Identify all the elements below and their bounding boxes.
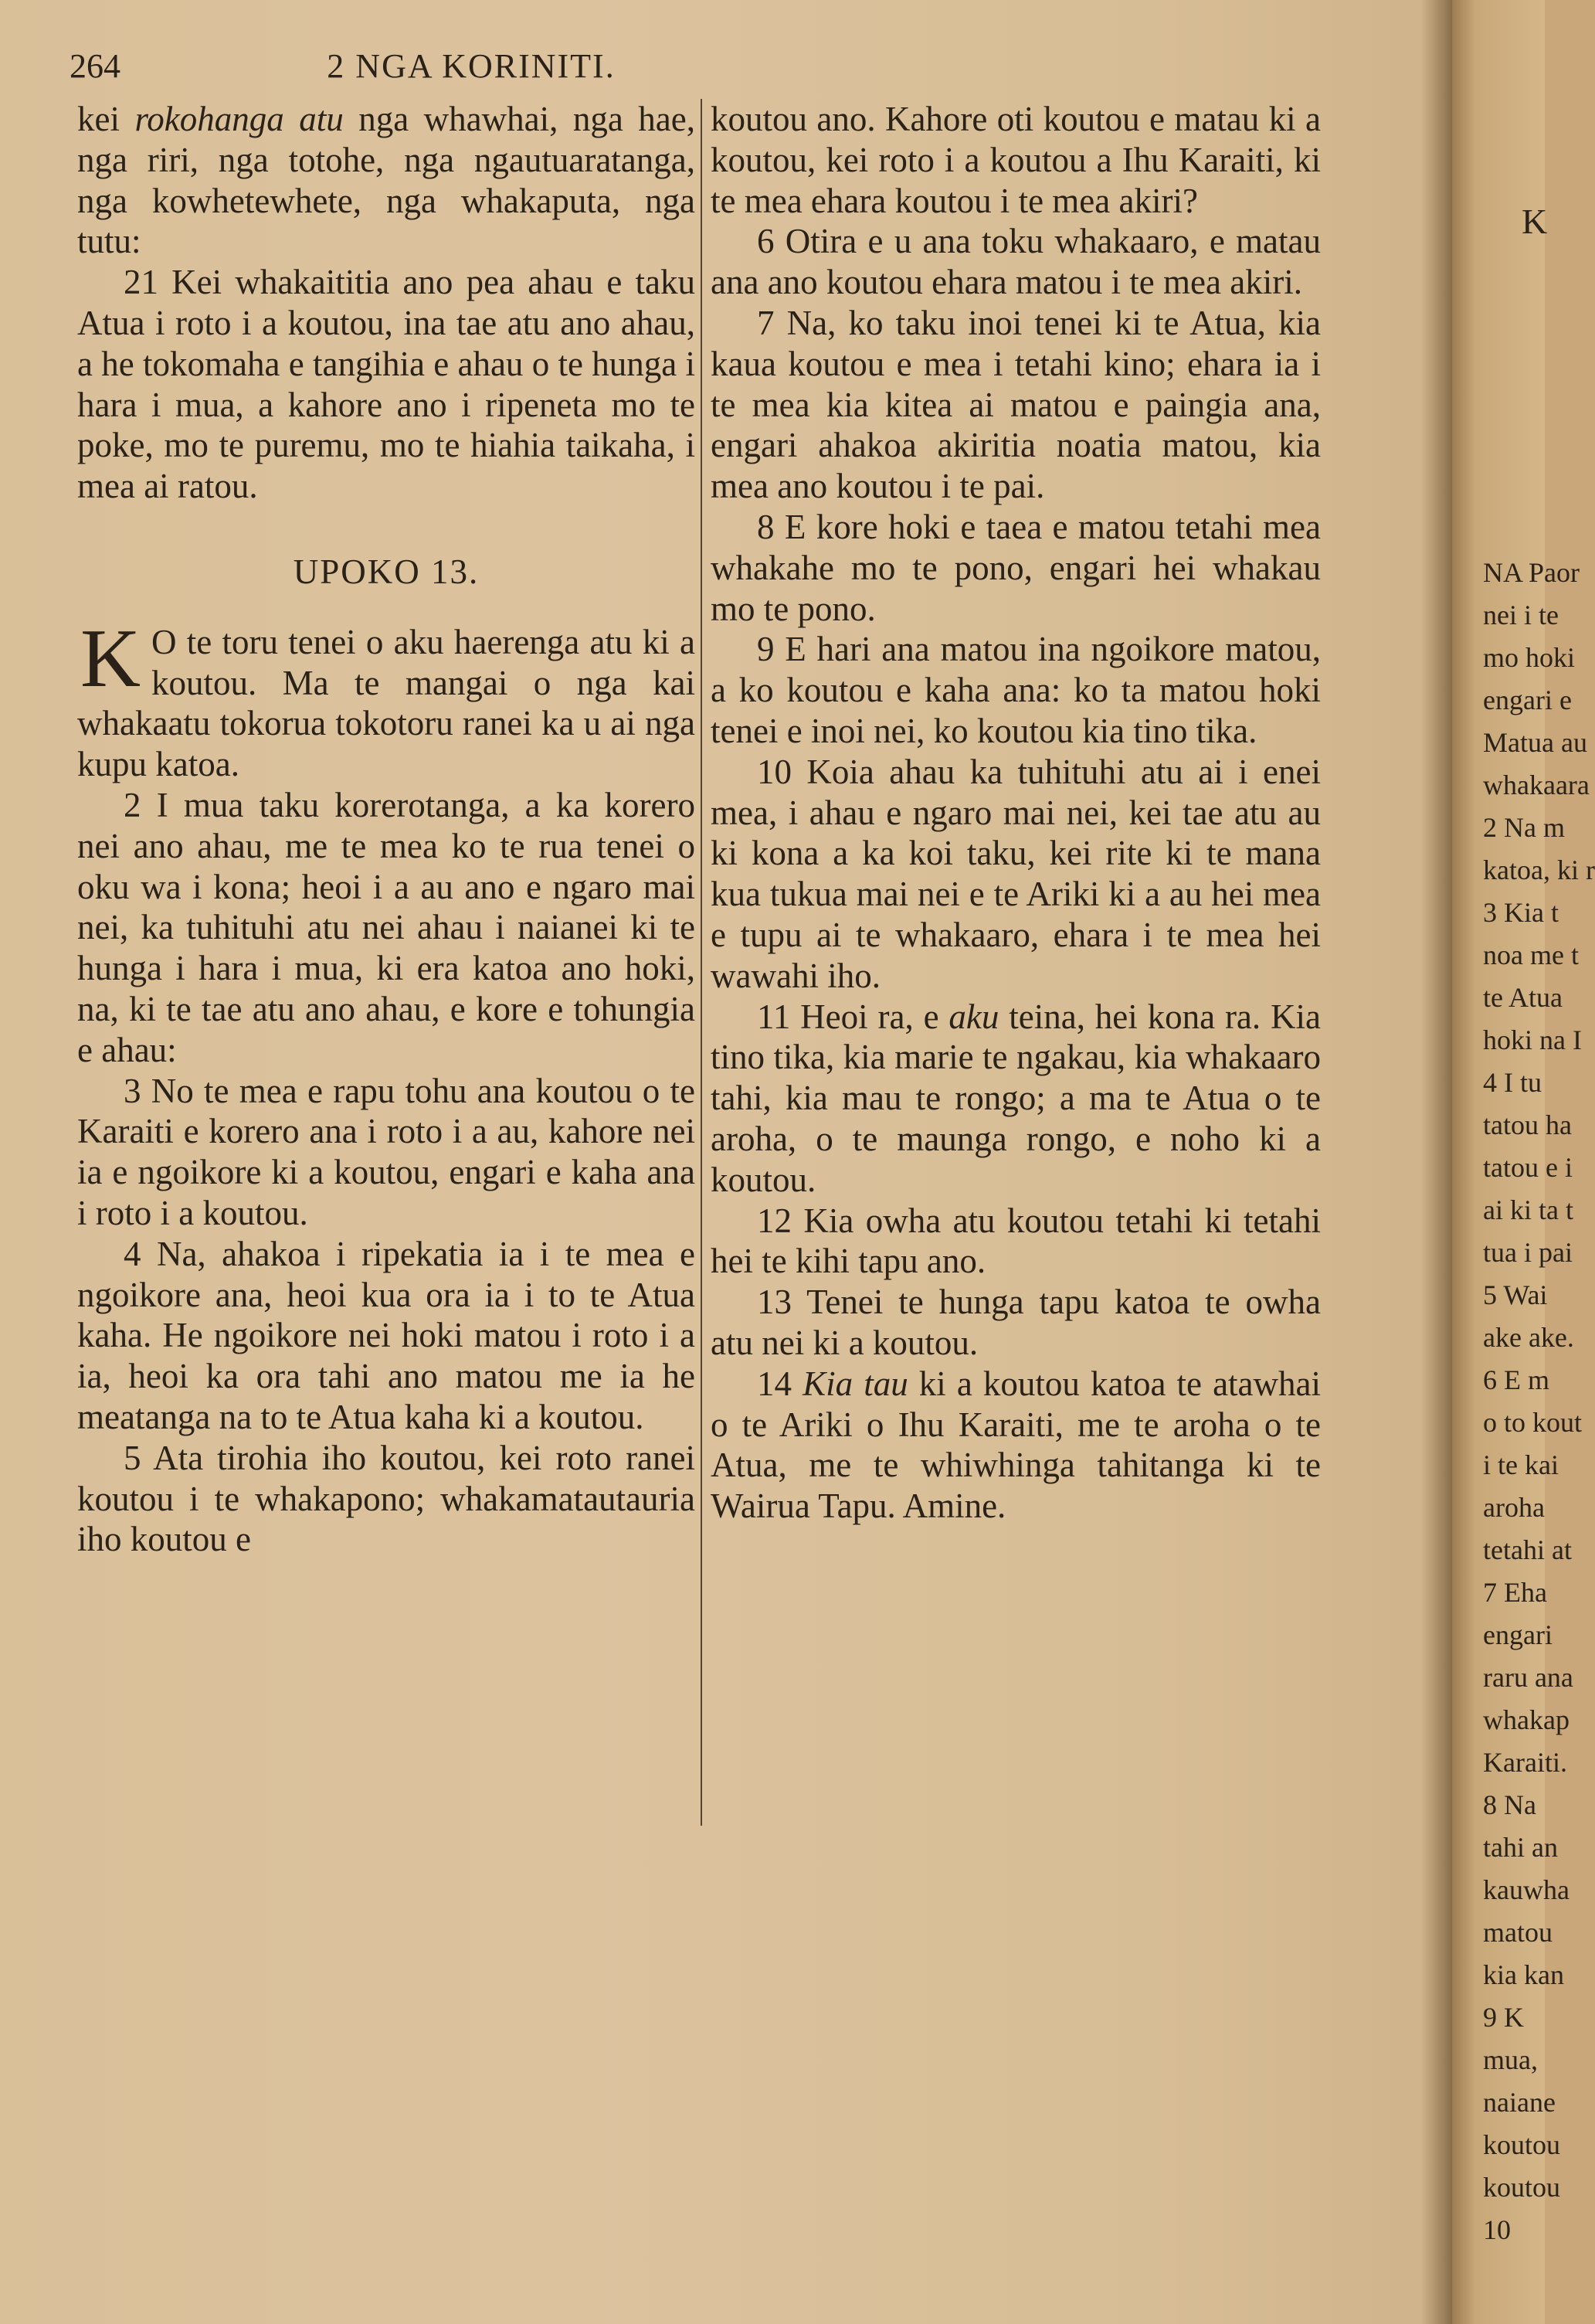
- verse-11: 11 Heoi ra, e aku teina, hei kona ra. Kia tino tika, kia marie te ngakau, kia whakaaro tahi, kia mau te rongo; a ma te Atua o te aroha, o te maunga rongo, e noho ki a koutou.: [711, 997, 1321, 1199]
- next-page-line: 6 E m: [1483, 1364, 1549, 1395]
- verse-9: 9 E hari ana matou ina ngoikore matou, a ko koutou e kaha ana: ko ta matou hoki tenei e inoi nei, ko koutou kia tino tika.: [711, 630, 1321, 750]
- next-page-line: Karaiti.: [1483, 1747, 1567, 1778]
- next-page-line: te Atua: [1483, 982, 1563, 1013]
- verse-8: 8 E kore hoki e taea e matou tetahi mea whakahe mo te pono, engari hei whakau mo te pono.: [711, 507, 1321, 628]
- next-page-line: 10: [1483, 2214, 1511, 2245]
- verse-1: K O te toru tenei o aku haerenga atu ki a koutou. Ma te mangai o nga kai whakaatu tokorua tokotoru ranei ka u ai nga kupu katoa.: [77, 612, 695, 784]
- next-page-line: nei i te: [1483, 600, 1559, 630]
- verse-5-continuation: koutou ano. Kahore oti koutou e matau ki a koutou, kei roto i a koutou a Ihu Karaiti, ki te mea ehara koutou i te mea akiri?: [711, 100, 1321, 220]
- next-page-line: katoa, ki r: [1483, 855, 1595, 885]
- next-page-line: tatou ha: [1483, 1109, 1572, 1140]
- next-page-line: i te kai: [1483, 1449, 1559, 1480]
- verse-2: 2 I mua taku korerotanga, a ka korero nei ano ahau, me te mea ko te rua tenei o oku wa i kona; heoi i a au ano e ngaro mai nei, ka tuhituhi atu nei ahau i naianei ki te hunga i hara i mua, ki era katoa ano hoki, na, ki te tae atu ano ahau, e kore e tohungia e ahau:: [77, 785, 695, 1069]
- next-page-line: 5 Wai: [1483, 1279, 1548, 1310]
- column-divider: [701, 99, 702, 1826]
- verse-5: 5 Ata tirohia iho koutou, kei roto ranei koutou i te whakapono; whakamatautauria iho koutou e: [77, 1438, 695, 1559]
- next-page-line: tua i pai: [1483, 1237, 1573, 1268]
- next-page-line: matou: [1483, 1917, 1553, 1948]
- next-page-line: tetahi at: [1483, 1534, 1572, 1565]
- next-page-line: whakap: [1483, 1704, 1570, 1735]
- running-title: 2 NGA KORINITI.: [327, 47, 616, 85]
- verse-4: 4 Na, ahakoa i ripekatia ia i te mea e ngoikore ana, heoi kua ora ia i to te Atua kaha. He ngoikore nei hoki matou i roto i a ia, heoi ka ora tahi ano matou me ia he meatanga na to te Atua kaha ki a koutou.: [77, 1234, 695, 1436]
- page-header: [70, 46, 1398, 100]
- next-page-line: kia kan: [1483, 1959, 1564, 1990]
- next-page-line: NA Paor: [1483, 557, 1580, 588]
- verse-21: 21 Kei whakaititia ano pea ahau e taku Atua i roto i a koutou, ina tae atu ano ahau, a he tokomaha e tangihia e ahau o te hunga i hara i mua, a kahore ano i ripeneta mo te poke, mo te puremu, mo te hiahia taikaha, i mea ai ratou.: [77, 263, 695, 506]
- next-page-line: koutou: [1483, 2129, 1561, 2160]
- verse-20-continuation: kei rokohanga atu nga whawhai, nga hae, nga riri, nga totohe, nga ngautuaratanga, nga kowhetewhete, nga whakaputa, nga tutu:: [77, 100, 695, 261]
- next-page-line: mua,: [1483, 2044, 1538, 2075]
- next-page-line: noa me t: [1483, 939, 1579, 970]
- next-page-line: 8 Na: [1483, 1789, 1536, 1820]
- italic-phrase: Kia tau: [803, 1364, 908, 1403]
- next-page-line: tahi an: [1483, 1832, 1558, 1863]
- next-page-line: 3 Kia t: [1483, 897, 1559, 928]
- next-page-line: tatou e i: [1483, 1152, 1573, 1183]
- next-page-line: raru ana: [1483, 1662, 1573, 1693]
- next-page-line: 7 Eha: [1483, 1577, 1547, 1608]
- chapter-heading: UPOKO 13.: [293, 552, 480, 591]
- next-page-line: naiane: [1483, 2087, 1556, 2118]
- verse-10: 10 Koia ahau ka tuhituhi atu ai i enei mea, i ahau e ngaro mai nei, kei tae atu au ki kona a ka koi taku, kei rite ki te mana kua tukua mai nei e te Ariki ki a au hei mea e tupu ai te whakaaro, ehara i te mea hei wawahi iho.: [711, 752, 1321, 995]
- next-page-line: koutou: [1483, 2172, 1561, 2203]
- verse-13: 13 Tenei te hunga tapu katoa te owha atu nei ki a koutou.: [711, 1283, 1321, 1362]
- next-page-line: hoki na I: [1483, 1024, 1582, 1055]
- verse-12: 12 Kia owha atu koutou tetahi ki tetahi hei te kihi tapu ano.: [711, 1201, 1321, 1281]
- verse-14: 14 Kia tau ki a koutou katoa te atawhai o te Ariki o Ihu Karaiti, me te aroha o te Atua, me te whiwhinga tahitanga ki te Wairua Tapu. Amine.: [711, 1364, 1322, 1526]
- next-page-header-letter: K: [1522, 202, 1548, 241]
- next-page-fragment: [1452, 0, 1595, 2324]
- next-page-line: engari e: [1483, 685, 1572, 715]
- page-number: 264: [70, 47, 120, 85]
- italic-word: aku: [949, 997, 999, 1036]
- next-page-line: ake ake.: [1483, 1322, 1574, 1353]
- next-page-line: o to kout: [1483, 1407, 1583, 1438]
- next-page-line: ai ki ta t: [1483, 1194, 1573, 1225]
- next-page-line: 9 K: [1483, 2002, 1524, 2033]
- next-page-line: kauwha: [1483, 1874, 1570, 1905]
- next-page-line: mo hoki: [1483, 642, 1576, 673]
- right-column: [711, 99, 1321, 1527]
- verse-6: 6 Otira e u ana toku whakaaro, e matau ana ano koutou ehara matou i te mea akiri.: [711, 222, 1321, 302]
- next-page-line: engari: [1483, 1619, 1553, 1650]
- italic-phrase: rokohanga atu: [134, 100, 344, 138]
- next-page-line: 4 I tu: [1483, 1067, 1542, 1098]
- left-column: [77, 99, 695, 1560]
- next-page-line: aroha: [1483, 1492, 1545, 1523]
- verse-3: 3 No te mea e rapu tohu ana koutou o te Karaiti e korero ana i roto i a au, kahore nei ia e ngoikore ki a koutou, engari e kaha ana i roto i a koutou.: [77, 1071, 695, 1232]
- next-page-line: whakaara: [1483, 770, 1590, 800]
- drop-cap: K: [80, 612, 141, 705]
- verse-7: 7 Na, ko taku inoi tenei ki te Atua, kia kaua koutou e mea i tetahi kino; ehara ia i te mea kia kitea ai matou e paingia ana, engari ahakoa akiritia noatia matou, kia mea ano koutou i te pai.: [711, 303, 1321, 506]
- next-page-line: 2 Na m: [1483, 812, 1565, 843]
- next-page-line: Matua au: [1483, 727, 1587, 758]
